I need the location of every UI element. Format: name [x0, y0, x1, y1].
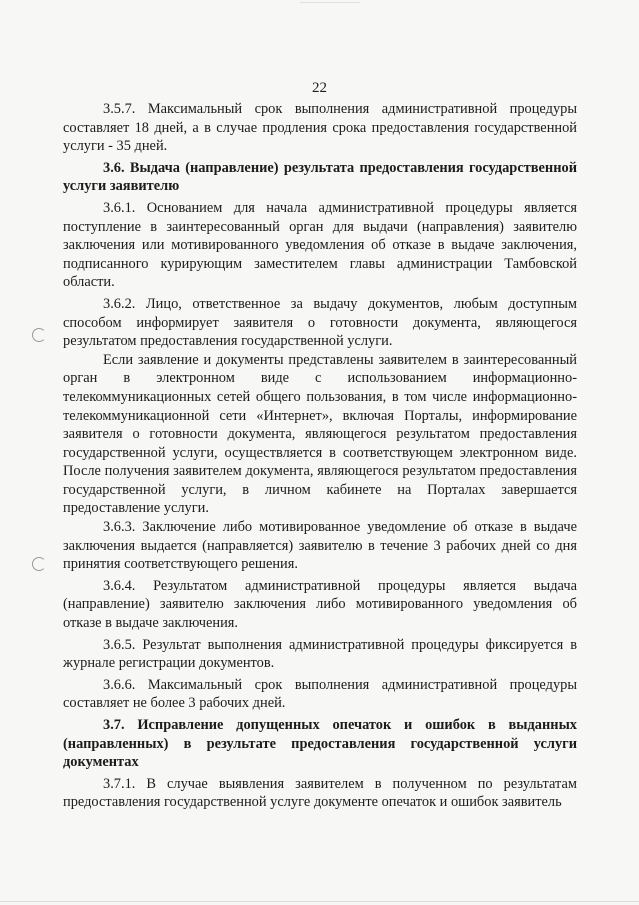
scan-edge	[0, 901, 639, 902]
scan-artifact	[300, 2, 360, 3]
paragraph-3-5-7: 3.5.7. Максимальный срок выполнения административной процедуры составляет 18 дней, а в случае продления срока предоставления государственной услуги - 35 дней.	[63, 101, 577, 155]
paragraph-electronic-submission: Если заявление и документы представлены заявителем в заинтересованный орган в электронном виде с использованием информационно-телекоммуникационных сетей общего пользования, в том числе информационно-телекоммуникационной сети «Интернет», включая Порталы, информирование заявителя о готовности документа, являющегося результатом предоставления государственной услуги, осуществляется в соответствующем электронном виде. После получения заявителем документа, являющегося результатом предоставления государственной услуги, в личном кабинете на Порталах завершается предоставление услуги.	[63, 351, 577, 517]
paragraph-3-6-6: 3.6.6. Максимальный срок выполнения административной процедуры составляет не более 3 рабочих дней.	[63, 676, 577, 712]
page-number: 22	[312, 80, 327, 96]
document-body	[63, 100, 577, 812]
paragraph-3-7-1: 3.7.1. В случае выявления заявителем в полученном по результатам предоставления государственной услуге документе опечаток и ошибок заявитель	[63, 775, 577, 811]
paragraph-3-6-1: 3.6.1. Основанием для начала административной процедуры является поступление в заинтересованный орган для выдачи (направления) заявителю заключения или мотивированного уведомления об отказе в выдаче заключения, подписанного курирующим заместителем главы администрации Тамбовской области.	[63, 199, 577, 291]
punch-hole-icon	[32, 557, 46, 571]
paragraph-3-6-4: 3.6.4. Результатом административной процедуры является выдача (направление) заявителю заключения либо мотивированного уведомления об отказе в выдаче заключения.	[63, 577, 577, 632]
punch-hole-icon	[32, 328, 46, 342]
section-heading-3-6: 3.6. Выдача (направление) результата предоставления государственной услуги заявителю	[63, 159, 577, 195]
paragraph-3-6-3: 3.6.3. Заключение либо мотивированное уведомление об отказе в выдаче заключения выдается (направляется) заявителю в течение 3 рабочих дней со дня принятия соответствующего решения.	[63, 519, 577, 573]
section-heading-3-7: 3.7. Исправление допущенных опечаток и ошибок в выданных (направленных) в результате предоставления государственной услуги документах	[63, 717, 577, 771]
paragraph-3-6-2: 3.6.2. Лицо, ответственное за выдачу документов, любым доступным способом информирует заявителя о готовности документа, являющегося результатом предоставления государственной услуги.	[63, 295, 577, 350]
paragraph-3-6-5: 3.6.5. Результат выполнения административной процедуры фиксируется в журнале регистрации документов.	[63, 636, 577, 672]
